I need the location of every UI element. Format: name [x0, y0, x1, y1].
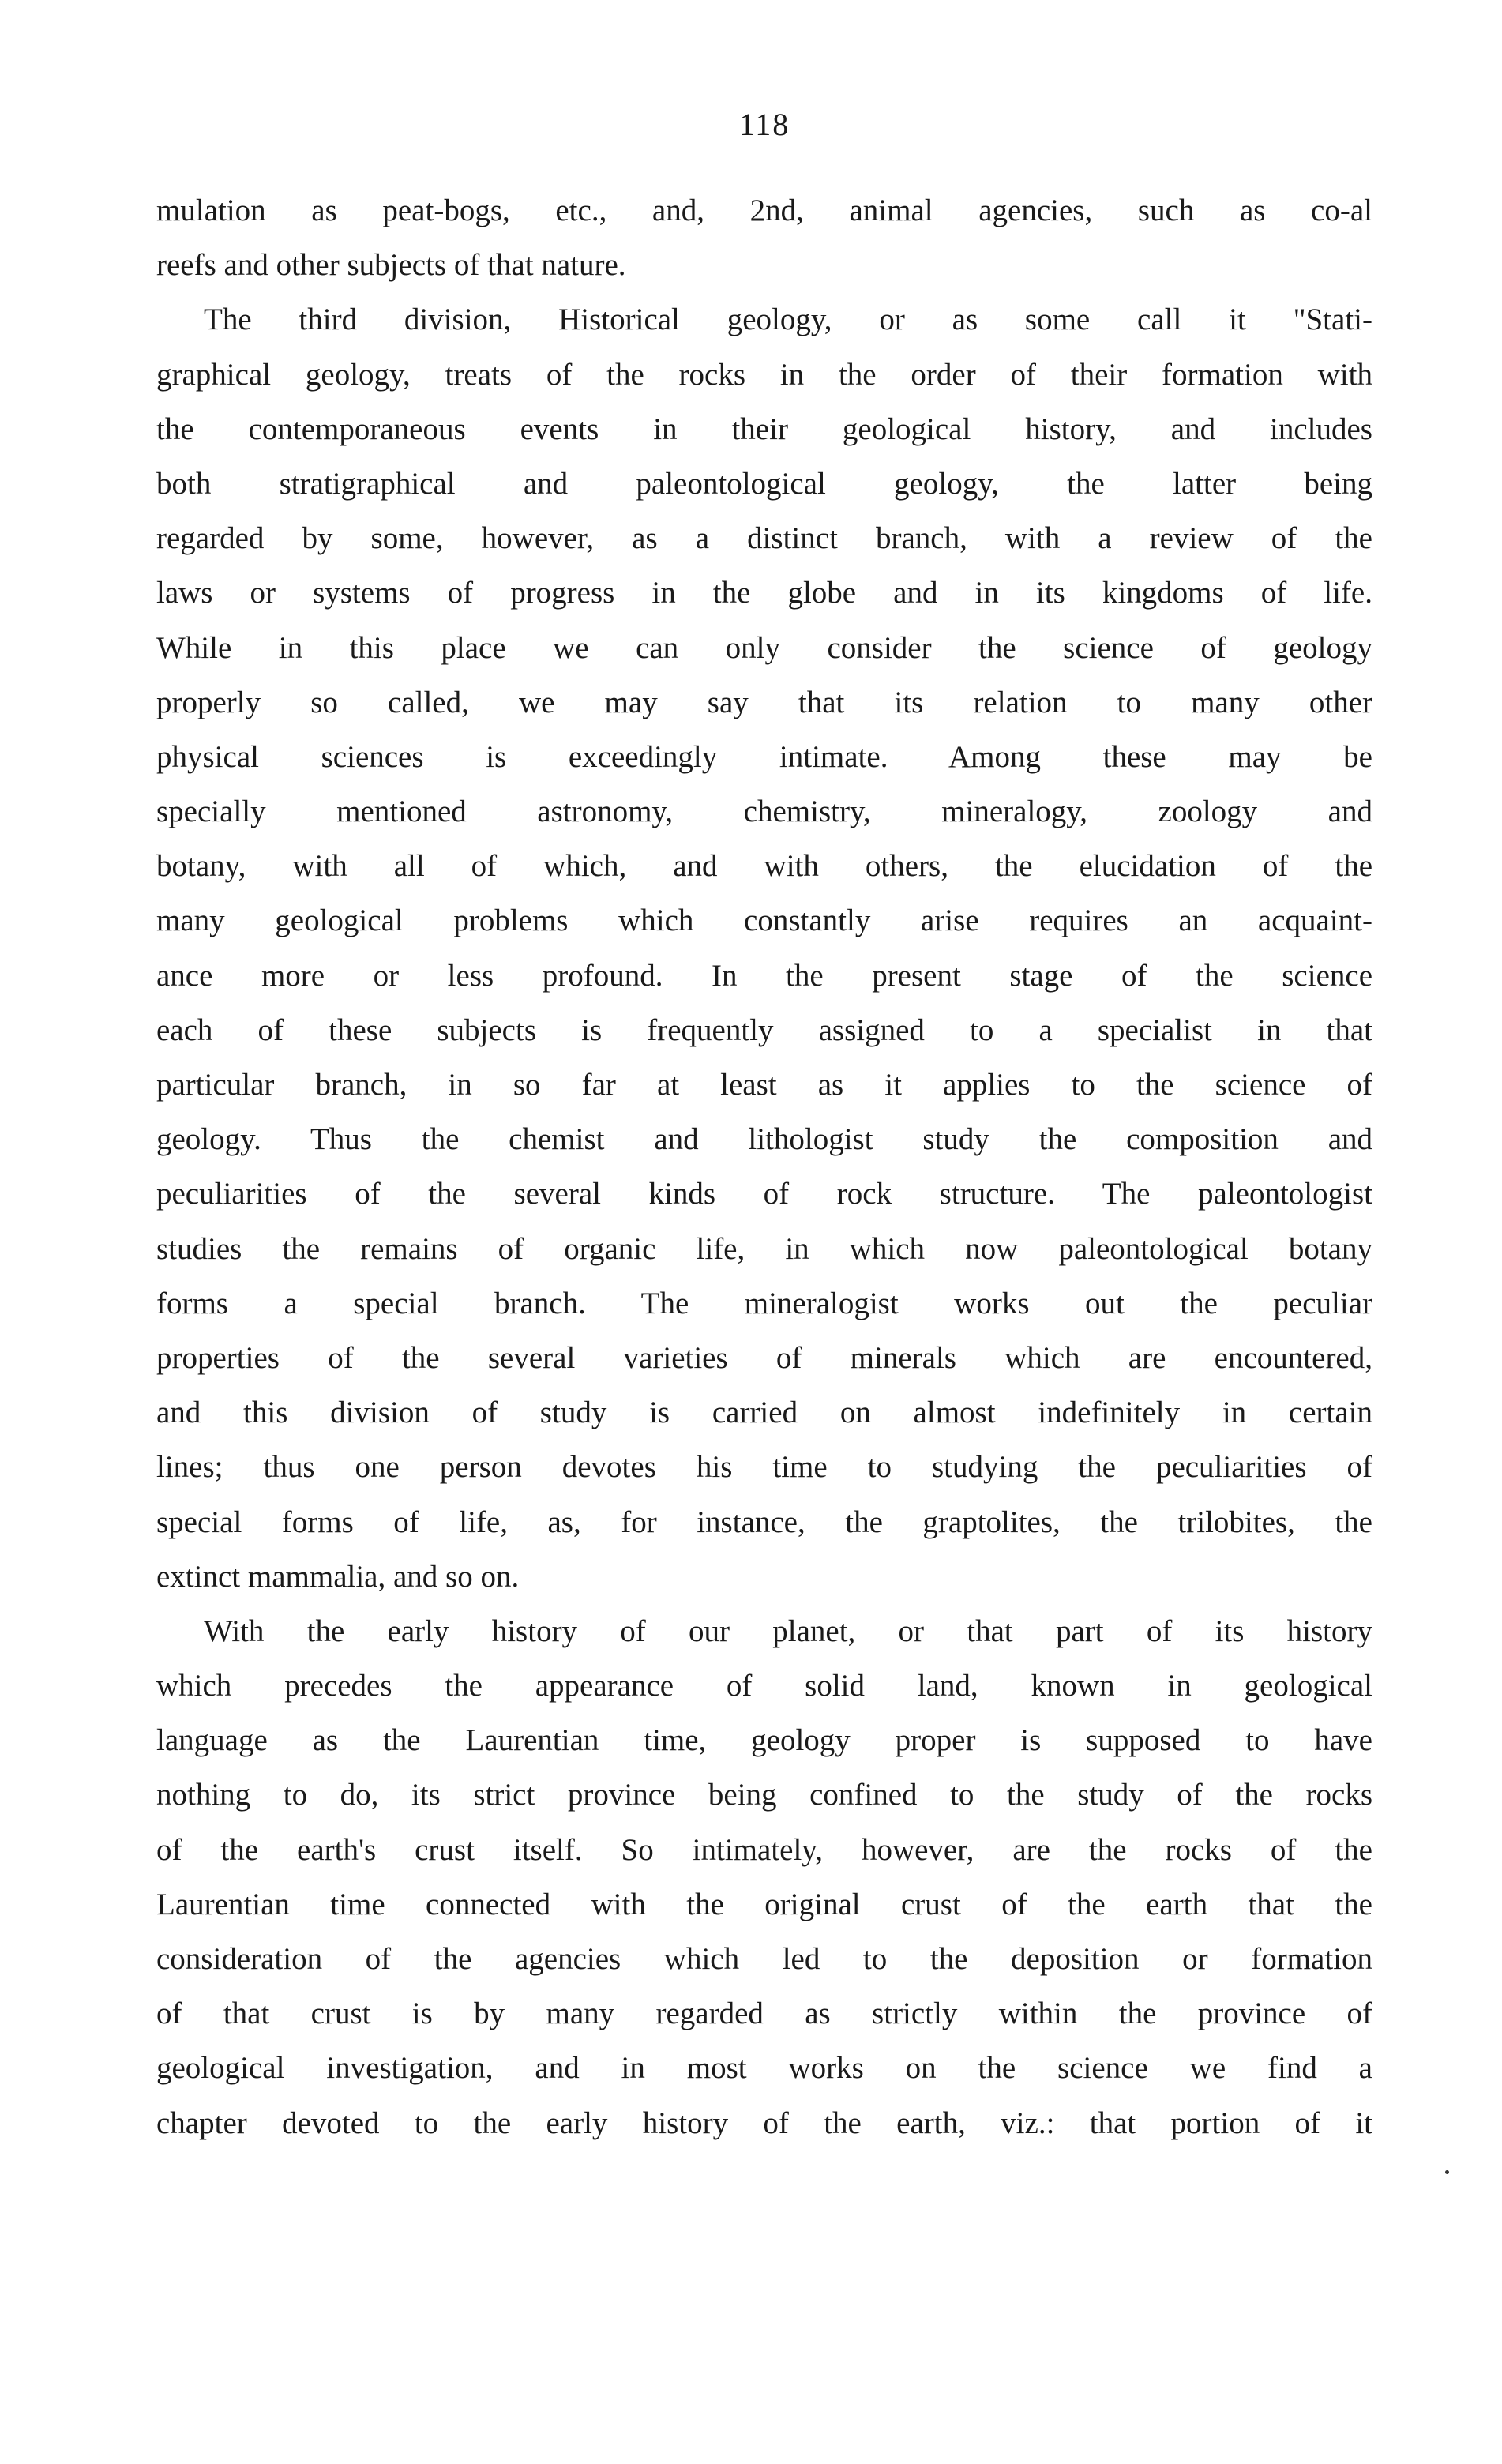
text-line: studies the remains of organic life, in which now paleontological botany	[156, 1231, 1372, 1266]
text-line: forms a special branch. The mineralogist works out the peculiar	[156, 1286, 1372, 1320]
text-line: With the early history of our planet, or that part of its history	[204, 1613, 1372, 1648]
text-line: language as the Laurentian time, geology proper is supposed to have	[156, 1723, 1372, 1758]
text-line: The third division, Historical geology, or as some call it "Stati-	[204, 302, 1372, 337]
text-line: specially mentioned astronomy, chemistry, mineralogy, zoology and	[156, 794, 1372, 829]
text-line: special forms of life, as, for instance, the graptolites, the trilobites, the	[156, 1504, 1372, 1539]
text-line: many geological problems which constantly arise requires an acquaint-	[156, 903, 1372, 938]
text-line: of that crust is by many regarded as strictly within the province of	[156, 1996, 1372, 2031]
text-line: geology. Thus the chemist and lithologist study the composition and	[156, 1122, 1372, 1157]
text-line: chapter devoted to the early history of the earth, viz.: that portion of it	[156, 2105, 1372, 2140]
text-line: extinct mammalia, and so on.	[156, 1559, 520, 1594]
text-line: nothing to do, its strict province being confined to the study of the rocks	[156, 1778, 1372, 1812]
text-line: physical sciences is exceedingly intimate. Among these may be	[156, 739, 1372, 774]
body-text	[156, 183, 1372, 2150]
text-line: consideration of the agencies which led to the deposition or formation	[156, 1942, 1372, 1976]
text-line: reefs and other subjects of that nature.	[156, 248, 626, 283]
page-number: 118	[738, 107, 790, 142]
text-line: ance more or less profound. In the present stage of the science	[156, 958, 1372, 993]
text-line: the contemporaneous events in their geological history, and includes	[156, 411, 1372, 446]
text-line: While in this place we can only consider the science of geology	[156, 630, 1372, 665]
text-line: and this division of study is carried on almost indefinitely in certain	[156, 1395, 1372, 1430]
text-line: of the earth's crust itself. So intimately, however, are the rocks of the	[156, 1832, 1372, 1867]
text-line: peculiarities of the several kinds of rock structure. The paleontologist	[156, 1177, 1372, 1211]
text-line: geological investigation, and in most works on the science we find a	[156, 2051, 1372, 2086]
text-line: regarded by some, however, as a distinct branch, with a review of the	[156, 521, 1372, 556]
text-line: mulation as peat-bogs, etc., and, 2nd, animal agencies, such as co-al	[156, 193, 1372, 227]
text-line: properties of the several varieties of minerals which are encountered,	[156, 1340, 1372, 1375]
text-line: both stratigraphical and paleontological geology, the latter being	[156, 466, 1372, 501]
text-line: Laurentian time connected with the original crust of the earth that the	[156, 1887, 1372, 1921]
stray-ink-mark	[1445, 2170, 1449, 2174]
text-line: particular branch, in so far at least as it applies to the science of	[156, 1068, 1372, 1102]
text-line: each of these subjects is frequently assigned to a specialist in that	[156, 1012, 1372, 1047]
text-line: lines; thus one person devotes his time to studying the peculiarities of	[156, 1450, 1372, 1485]
text-line: which precedes the appearance of solid land, known in geological	[156, 1669, 1372, 1703]
text-line: properly so called, we may say that its relation to many other	[156, 685, 1372, 719]
text-line: botany, with all of which, and with others, the elucidation of the	[156, 849, 1372, 884]
text-line: laws or systems of progress in the globe and in its kingdoms of life.	[156, 576, 1372, 610]
text-line: graphical geology, treats of the rocks in the order of their formation with	[156, 357, 1372, 392]
